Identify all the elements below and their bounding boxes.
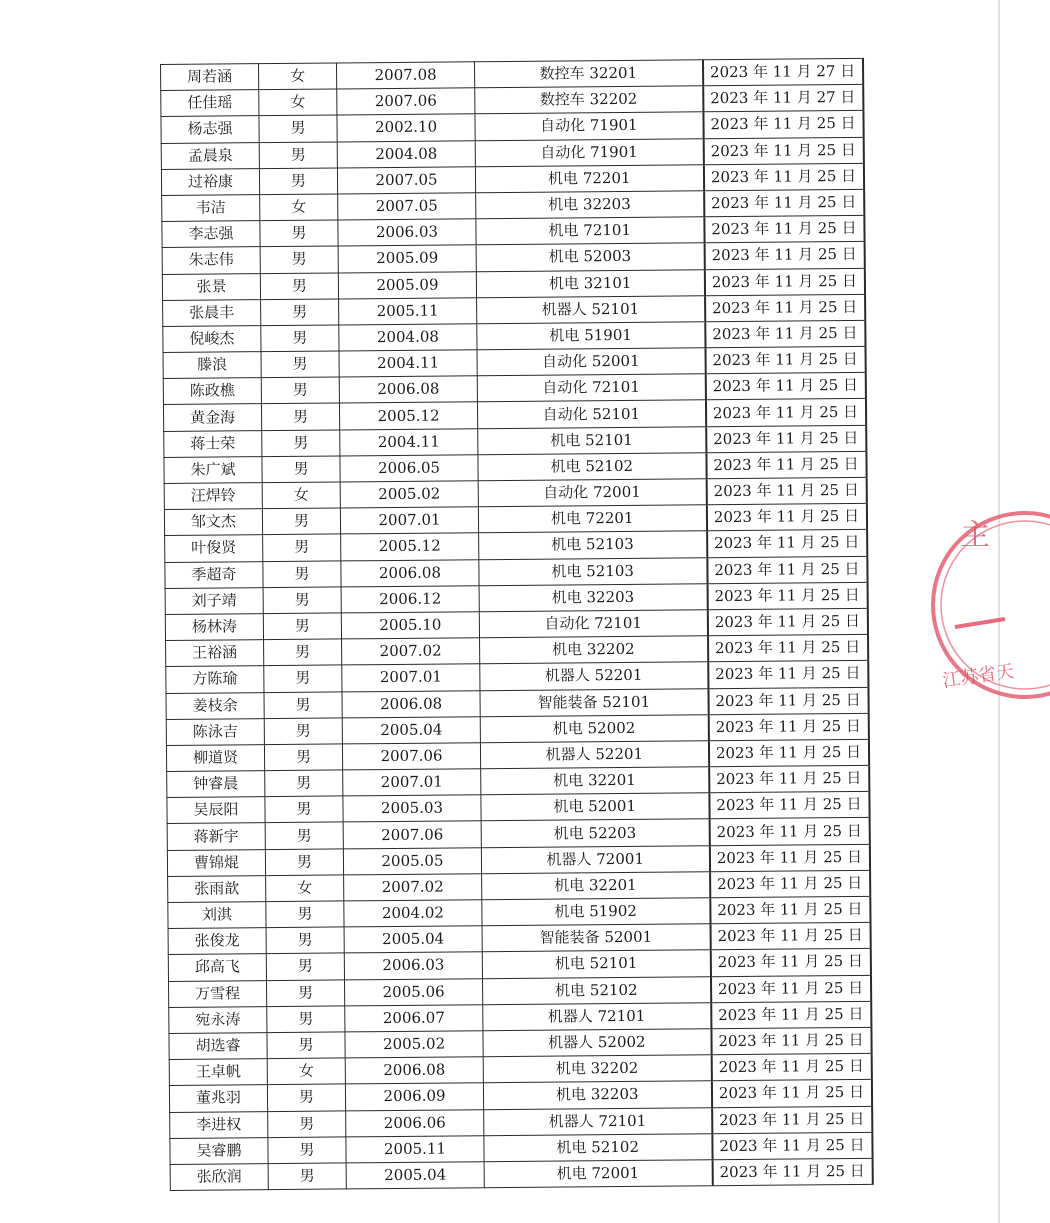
class-name: 机电 52101	[478, 426, 706, 454]
class-name: 机电 51901	[477, 322, 705, 350]
class-name: 机电 72201	[475, 165, 703, 193]
student-gender: 女	[262, 482, 340, 509]
class-name: 机电 32203	[479, 583, 707, 611]
student-gender: 男	[264, 718, 342, 745]
student-gender: 男	[267, 1032, 345, 1059]
record-date: 2023 年 11 月 25 日	[710, 975, 870, 1003]
student-gender: 男	[263, 561, 341, 588]
student-gender: 男	[268, 1163, 346, 1190]
student-gender: 男	[267, 1084, 345, 1111]
student-gender: 男	[263, 613, 341, 640]
student-gender: 男	[264, 744, 342, 771]
student-gender: 女	[267, 1058, 345, 1085]
birth-date: 2007.01	[342, 664, 480, 691]
birth-date: 2006.06	[346, 1109, 484, 1136]
class-name: 智能装备 52001	[482, 924, 710, 952]
student-name: 宛永涛	[169, 1006, 267, 1033]
record-date: 2023 年 11 月 25 日	[712, 1158, 872, 1186]
birth-date: 2007.01	[343, 769, 481, 796]
record-date: 2023 年 11 月 25 日	[707, 556, 867, 584]
birth-date: 2005.02	[345, 1031, 483, 1058]
record-date: 2023 年 11 月 25 日	[711, 1053, 871, 1081]
student-gender: 男	[263, 534, 341, 561]
record-date: 2023 年 11 月 25 日	[704, 215, 864, 243]
class-name: 机电 52103	[479, 557, 707, 585]
record-date: 2023 年 11 月 25 日	[709, 844, 869, 872]
student-name: 姜枝余	[166, 692, 264, 719]
seal-top-text: 主	[960, 518, 990, 553]
class-name: 机电 32202	[480, 636, 708, 664]
class-name: 机电 32201	[481, 767, 709, 795]
birth-date: 2007.01	[340, 507, 478, 534]
class-name: 机电 52203	[481, 819, 709, 847]
student-gender: 男	[265, 822, 343, 849]
student-name: 方陈瑜	[166, 666, 264, 693]
student-name: 倪峻杰	[163, 326, 261, 353]
record-date: 2023 年 11 月 25 日	[706, 504, 866, 532]
student-name: 吴睿鹏	[170, 1137, 268, 1164]
student-name: 王裕涵	[166, 640, 264, 667]
class-name: 机器人 72101	[483, 1002, 711, 1030]
student-name: 刘淇	[168, 902, 266, 929]
student-gender: 女	[266, 875, 344, 902]
record-date: 2023 年 11 月 25 日	[712, 1106, 872, 1134]
birth-date: 2007.02	[344, 874, 482, 901]
birth-date: 2007.06	[343, 821, 481, 848]
record-date: 2023 年 11 月 25 日	[703, 111, 863, 139]
record-date: 2023 年 11 月 25 日	[706, 425, 866, 453]
student-name: 杨志强	[161, 116, 259, 143]
birth-date: 2005.03	[343, 795, 481, 822]
record-date: 2023 年 11 月 25 日	[705, 399, 865, 427]
student-name: 陈泳吉	[166, 718, 264, 745]
student-gender: 男	[261, 403, 339, 430]
birth-date: 2006.09	[345, 1083, 483, 1110]
record-date: 2023 年 11 月 25 日	[705, 346, 865, 374]
birth-date: 2005.12	[339, 402, 477, 429]
student-name: 过裕康	[161, 168, 259, 195]
student-gender: 男	[260, 220, 338, 247]
student-name: 董兆羽	[169, 1085, 267, 1112]
birth-date: 2007.08	[336, 62, 474, 89]
student-gender: 男	[264, 691, 342, 718]
record-date: 2023 年 11 月 25 日	[706, 477, 866, 505]
record-date: 2023 年 11 月 25 日	[704, 189, 864, 217]
student-name: 陈政樵	[163, 378, 261, 405]
student-name: 滕浪	[163, 352, 261, 379]
student-gender: 男	[265, 796, 343, 823]
birth-date: 2005.10	[341, 612, 479, 639]
student-name: 李志强	[162, 221, 260, 248]
record-date: 2023 年 11 月 25 日	[705, 320, 865, 348]
class-name: 机电 51902	[482, 898, 710, 926]
class-name: 自动化 72101	[479, 610, 707, 638]
birth-date: 2004.11	[340, 428, 478, 455]
class-name: 机电 52102	[478, 453, 706, 481]
student-name: 任佳瑶	[161, 90, 259, 117]
birth-date: 2006.12	[341, 585, 479, 612]
birth-date: 2005.05	[343, 847, 481, 874]
student-gender: 男	[261, 325, 339, 352]
record-date: 2023 年 11 月 25 日	[708, 739, 868, 767]
birth-date: 2006.08	[339, 376, 477, 403]
birth-date: 2006.08	[342, 690, 480, 717]
birth-date: 2007.05	[337, 167, 475, 194]
birth-date: 2007.06	[342, 743, 480, 770]
student-name: 王卓帆	[169, 1059, 267, 1086]
class-name: 自动化 71901	[475, 112, 703, 140]
record-date: 2023 年 11 月 25 日	[707, 582, 867, 610]
record-date: 2023 年 11 月 25 日	[704, 268, 864, 296]
student-name: 刘子靖	[165, 587, 263, 614]
class-name: 自动化 52001	[477, 348, 705, 376]
student-gender: 男	[261, 377, 339, 404]
record-date: 2023 年 11 月 25 日	[708, 713, 868, 741]
student-name: 钟睿晨	[167, 771, 265, 798]
class-name: 机器人 52101	[477, 295, 705, 323]
student-name: 张景	[162, 273, 260, 300]
record-date: 2023 年 11 月 25 日	[709, 792, 869, 820]
student-name: 孟晨泉	[161, 142, 259, 169]
class-name: 机电 52102	[482, 976, 710, 1004]
student-gender: 男	[259, 115, 337, 142]
class-name: 机电 52001	[481, 793, 709, 821]
student-gender: 男	[260, 272, 338, 299]
class-name: 机电 32203	[476, 191, 704, 219]
student-name: 杨林涛	[165, 614, 263, 641]
table-row	[170, 1158, 872, 1190]
birth-date: 2005.02	[340, 481, 478, 508]
record-date: 2023 年 11 月 25 日	[710, 949, 870, 977]
student-name: 汪焊铃	[164, 483, 262, 510]
class-name: 机电 52003	[476, 243, 704, 271]
class-name: 自动化 72001	[478, 479, 706, 507]
record-date: 2023 年 11 月 25 日	[703, 163, 863, 191]
student-gender: 男	[261, 351, 339, 378]
record-date: 2023 年 11 月 25 日	[710, 896, 870, 924]
student-name: 张雨歆	[168, 875, 266, 902]
student-name: 李进权	[170, 1111, 268, 1138]
record-date: 2023 年 11 月 25 日	[704, 242, 864, 270]
record-date: 2023 年 11 月 27 日	[702, 58, 862, 86]
student-gender: 男	[262, 430, 340, 457]
student-gender: 男	[264, 665, 342, 692]
scanned-roster	[160, 58, 872, 1191]
student-name: 万雪程	[169, 980, 267, 1007]
birth-date: 2006.03	[338, 219, 476, 246]
record-date: 2023 年 11 月 25 日	[711, 1080, 871, 1108]
class-name: 自动化 72101	[477, 374, 705, 402]
class-name: 机电 32202	[483, 1055, 711, 1083]
student-name: 张晨丰	[163, 299, 261, 326]
birth-date: 2006.08	[345, 1057, 483, 1084]
student-name: 朱广斌	[164, 456, 262, 483]
birth-date: 2005.06	[344, 978, 482, 1005]
birth-date: 2007.05	[338, 193, 476, 220]
roster-body	[161, 58, 873, 1190]
birth-date: 2005.04	[344, 926, 482, 953]
record-date: 2023 年 11 月 25 日	[710, 923, 870, 951]
class-name: 机器人 52201	[480, 741, 708, 769]
student-gender: 男	[259, 168, 337, 195]
student-gender: 男	[261, 299, 339, 326]
student-gender: 男	[266, 901, 344, 928]
birth-date: 2005.09	[338, 271, 476, 298]
student-name: 韦洁	[162, 195, 260, 222]
class-name: 机电 32101	[476, 269, 704, 297]
seal-star-line	[955, 619, 1005, 627]
record-date: 2023 年 11 月 25 日	[703, 137, 863, 165]
record-date: 2023 年 11 月 25 日	[709, 765, 869, 793]
student-gender: 男	[267, 1006, 345, 1033]
student-gender: 男	[266, 979, 344, 1006]
birth-date: 2007.06	[337, 88, 475, 115]
class-name: 自动化 52101	[477, 400, 705, 428]
class-name: 机器人 52002	[483, 1029, 711, 1057]
record-date: 2023 年 11 月 25 日	[706, 451, 866, 479]
student-name: 邱高飞	[168, 954, 266, 981]
student-gender: 男	[265, 770, 343, 797]
birth-date: 2006.05	[340, 455, 478, 482]
birth-date: 2006.07	[345, 1004, 483, 1031]
class-name: 机电 32201	[482, 872, 710, 900]
birth-date: 2004.11	[339, 350, 477, 377]
student-name: 吴辰阳	[167, 797, 265, 824]
student-name: 柳道贤	[166, 744, 264, 771]
student-name: 张俊龙	[168, 928, 266, 955]
student-gender: 男	[262, 456, 340, 483]
student-name: 叶俊贤	[165, 535, 263, 562]
record-date: 2023 年 11 月 25 日	[707, 608, 867, 636]
class-name: 机电 32203	[483, 1081, 711, 1109]
class-name: 机电 72201	[478, 505, 706, 533]
student-name: 蒋新宇	[167, 823, 265, 850]
class-name: 机器人 72101	[484, 1107, 712, 1135]
student-gender: 男	[265, 849, 343, 876]
student-gender: 男	[264, 639, 342, 666]
student-gender: 男	[268, 1137, 346, 1164]
student-gender: 男	[266, 927, 344, 954]
class-name: 机器人 72001	[481, 845, 709, 873]
record-date: 2023 年 11 月 25 日	[708, 634, 868, 662]
record-date: 2023 年 11 月 25 日	[710, 870, 870, 898]
record-date: 2023 年 11 月 25 日	[708, 661, 868, 689]
class-name: 机器人 52201	[480, 662, 708, 690]
red-seal-stamp	[930, 505, 1050, 705]
record-date: 2023 年 11 月 25 日	[708, 687, 868, 715]
student-name: 周若涵	[161, 64, 259, 91]
record-date: 2023 年 11 月 25 日	[711, 1001, 871, 1029]
birth-date: 2006.08	[341, 559, 479, 586]
birth-date: 2004.08	[337, 140, 475, 167]
birth-date: 2007.02	[342, 638, 480, 665]
record-date: 2023 年 11 月 25 日	[705, 294, 865, 322]
birth-date: 2004.08	[339, 324, 477, 351]
class-name: 机电 52102	[484, 1133, 712, 1161]
student-gender: 男	[262, 508, 340, 535]
class-name: 机电 52002	[480, 714, 708, 742]
student-name: 邹文杰	[164, 509, 262, 536]
student-gender: 男	[266, 953, 344, 980]
student-name: 蒋士荣	[164, 430, 262, 457]
student-name: 季超奇	[165, 561, 263, 588]
student-name: 曹锦焜	[167, 849, 265, 876]
student-gender: 男	[259, 142, 337, 169]
birth-date: 2005.09	[338, 245, 476, 272]
student-gender: 女	[259, 89, 337, 116]
record-date: 2023 年 11 月 25 日	[707, 530, 867, 558]
birth-date: 2005.12	[341, 533, 479, 560]
record-date: 2023 年 11 月 25 日	[711, 1027, 871, 1055]
birth-date: 2006.03	[344, 952, 482, 979]
record-date: 2023 年 11 月 25 日	[709, 818, 869, 846]
student-gender: 女	[259, 63, 337, 90]
student-gender: 男	[268, 1110, 346, 1137]
class-name: 智能装备 52101	[480, 688, 708, 716]
class-name: 自动化 71901	[475, 138, 703, 166]
birth-date: 2005.04	[346, 1162, 484, 1189]
birth-date: 2004.02	[344, 900, 482, 927]
class-name: 机电 52103	[479, 531, 707, 559]
record-date: 2023 年 11 月 27 日	[703, 85, 863, 113]
student-gender: 男	[263, 587, 341, 614]
student-gender: 男	[260, 246, 338, 273]
student-gender: 女	[260, 194, 338, 221]
class-name: 机电 52101	[482, 950, 710, 978]
birth-date: 2002.10	[337, 114, 475, 141]
birth-date: 2005.11	[346, 1135, 484, 1162]
birth-date: 2005.11	[339, 297, 477, 324]
class-name: 数控车 32202	[475, 86, 703, 114]
seal-bottom-text: 江苏省天	[941, 660, 1016, 692]
student-name: 朱志伟	[162, 247, 260, 274]
record-date: 2023 年 11 月 25 日	[705, 373, 865, 401]
class-name: 机电 72001	[484, 1160, 712, 1188]
record-date: 2023 年 11 月 25 日	[712, 1132, 872, 1160]
student-name: 胡选睿	[169, 1033, 267, 1060]
class-name: 数控车 32201	[474, 60, 702, 88]
student-roster-table	[160, 58, 873, 1191]
student-name: 黄金海	[163, 404, 261, 431]
class-name: 机电 72101	[476, 217, 704, 245]
student-name: 张欣润	[170, 1163, 268, 1190]
birth-date: 2005.04	[342, 716, 480, 743]
